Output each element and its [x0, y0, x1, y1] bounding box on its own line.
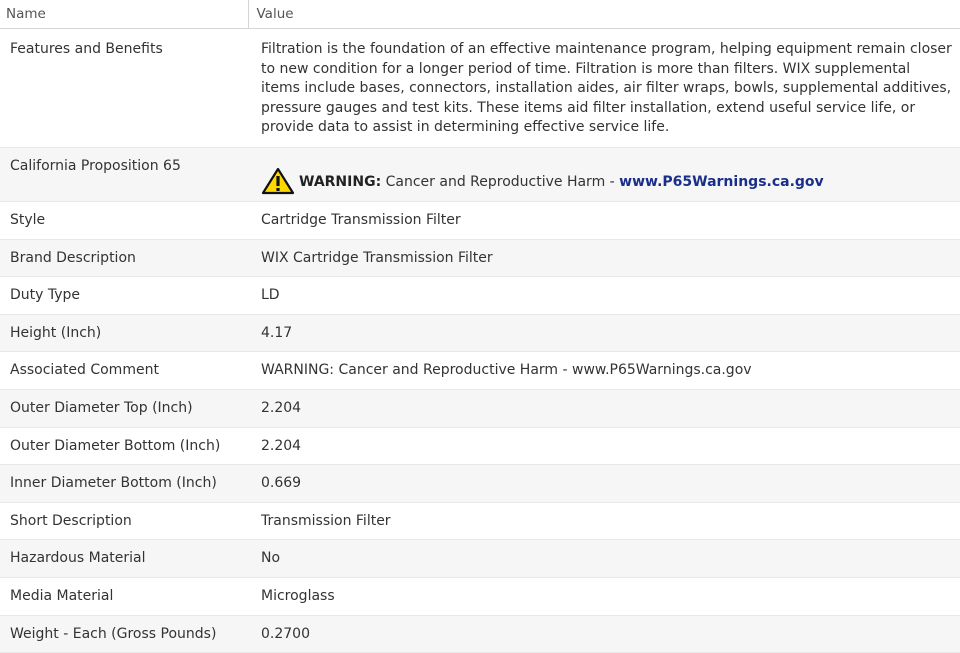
row-value: LD	[248, 277, 960, 315]
row-name: Brand Description	[0, 239, 248, 277]
warning-text: Cancer and Reproductive Harm -	[381, 174, 620, 191]
table-row-style	[0, 202, 960, 240]
table-row-hazardous-material	[0, 540, 960, 578]
row-name: Outer Diameter Top (Inch)	[0, 389, 248, 427]
row-name: Short Description	[0, 502, 248, 540]
row-value: Filtration is the foundation of an effective maintenance program, helping equipment remain closer to new condition for a longer period of time. Filtration is more than filters. WIX supplemental items include bases, connectors, installation aides, air filter wraps, bowls, supplemental additives, pressure gauges and test kits. These items aid filter installation, extend useful service life, or provide data to assist in determining effective service life.	[248, 29, 960, 148]
row-value: WIX Cartridge Transmission Filter	[248, 239, 960, 277]
row-value: Transmission Filter	[248, 502, 960, 540]
row-name: Hazardous Material	[0, 540, 248, 578]
table-row-inner-diameter-bottom	[0, 465, 960, 503]
row-name: Inner Diameter Bottom (Inch)	[0, 465, 248, 503]
row-name: Features and Benefits	[0, 29, 248, 148]
warning-label: WARNING:	[299, 174, 382, 191]
table-row-height	[0, 314, 960, 352]
row-value: Cartridge Transmission Filter	[248, 202, 960, 240]
row-name: Duty Type	[0, 277, 248, 315]
table-row-media-material	[0, 577, 960, 615]
table-row-duty-type	[0, 277, 960, 315]
table-row-california-proposition-65	[0, 148, 960, 202]
row-name: Style	[0, 202, 248, 240]
table-row-features-and-benefits	[0, 29, 960, 148]
row-value: 4.17	[248, 314, 960, 352]
row-value: 0.669	[248, 465, 960, 503]
table-row-outer-diameter-bottom	[0, 427, 960, 465]
row-value: 0.2700	[248, 615, 960, 653]
prop65-warning	[261, 157, 952, 193]
row-value: No	[248, 540, 960, 578]
table-row-outer-diameter-top	[0, 389, 960, 427]
row-value: 2.204	[248, 389, 960, 427]
row-value	[248, 148, 960, 202]
row-name: Outer Diameter Bottom (Inch)	[0, 427, 248, 465]
warning-triangle-icon	[261, 167, 295, 195]
table-header-row	[0, 0, 960, 29]
row-name: Height (Inch)	[0, 314, 248, 352]
value-column-header[interactable]: Value	[248, 0, 960, 29]
table-row-weight	[0, 615, 960, 653]
table-row-brand-description	[0, 239, 960, 277]
name-column-header[interactable]: Name	[0, 0, 248, 29]
row-value: WARNING: Cancer and Reproductive Harm - www.P65Warnings.ca.gov	[248, 352, 960, 390]
table-row-short-description	[0, 502, 960, 540]
row-value: Microglass	[248, 577, 960, 615]
row-name: California Proposition 65	[0, 148, 248, 202]
row-name: Associated Comment	[0, 352, 248, 390]
p65-warnings-link[interactable]: www.P65Warnings.ca.gov	[619, 174, 824, 191]
row-name: Weight - Each (Gross Pounds)	[0, 615, 248, 653]
row-name: Media Material	[0, 577, 248, 615]
row-value: 2.204	[248, 427, 960, 465]
table-row-associated-comment	[0, 352, 960, 390]
